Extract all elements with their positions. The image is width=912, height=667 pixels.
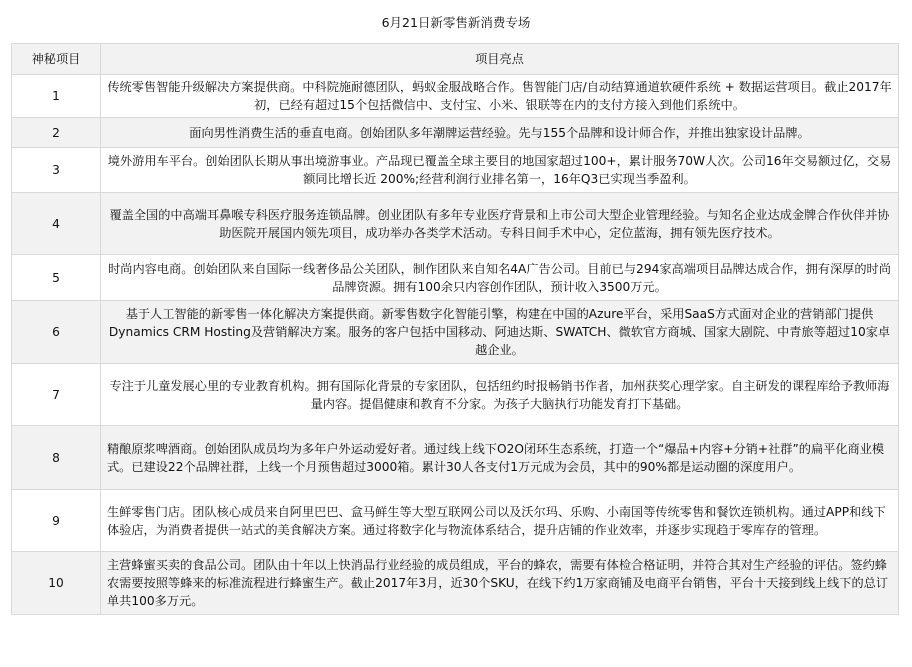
row-description: 专注于儿童发展心里的专业教育机构。拥有国际化背景的专家团队，包括纽约时报畅销书作者，加州获奖心理学家。自主研发的课程库给予教师海量内容。提倡健康和教育不分家。为孩子大脑执行功能发育打下基础。 bbox=[101, 364, 899, 426]
row-description: 主营蜂蜜买卖的食品公司。团队由十年以上快消品行业经验的成员组成，平台的蜂农，需要有体检合格证明，并符合其对生产经验的评估。签约蜂农需要按照等蜂来的标准流程进行蜂蜜生产。截止2017年3月，近30个SKU，在线下约1万家商铺及电商平台销售，平台十天接到线上线下的总订单共100多万元。 bbox=[101, 552, 899, 615]
table-row bbox=[12, 75, 899, 118]
page-title: 6月21日新零售新消费专场 bbox=[381, 15, 531, 30]
row-number: 2 bbox=[12, 118, 101, 148]
row-number: 4 bbox=[12, 193, 101, 255]
table-row bbox=[12, 426, 899, 490]
row-description: 面向男性消费生活的垂直电商。创始团队多年潮牌运营经验。先与155个品牌和设计师合作，并推出独家设计品牌。 bbox=[101, 118, 899, 148]
row-number: 9 bbox=[12, 490, 101, 552]
row-number: 8 bbox=[12, 426, 101, 490]
table-header-row bbox=[12, 44, 899, 75]
row-description: 精酿原浆啤酒商。创始团队成员均为多年户外运动爱好者。通过线上线下O2O闭环生态系统，打造一个“爆品+内容+分销+社群”的扁平化商业模式。已建设22个品牌社群，上线一个月预售超过3000箱。累计30人各支付1万元成为会员，其中的90%都是运动圈的深度用户。 bbox=[101, 426, 899, 490]
table-row bbox=[12, 255, 899, 301]
table-row bbox=[12, 148, 899, 193]
column-header-highlights: 项目亮点 bbox=[101, 44, 899, 75]
table-row bbox=[12, 193, 899, 255]
project-table bbox=[11, 43, 899, 615]
row-number: 5 bbox=[12, 255, 101, 301]
row-description: 基于人工智能的新零售一体化解决方案提供商。新零售数字化智能引擎，构建在中国的Azure平台，采用SaaS方式面对企业的营销部门提供Dynamics CRM Hosting及营销解决方案。服务的客户包括中国移动、阿迪达斯、SWATCH、微软官方商城、国家大剧院、中青旅等超过10家卓越企业。 bbox=[101, 301, 899, 364]
row-number: 6 bbox=[12, 301, 101, 364]
table-row bbox=[12, 364, 899, 426]
row-number: 7 bbox=[12, 364, 101, 426]
row-description: 时尚内容电商。创始团队来自国际一线奢侈品公关团队，制作团队来自知名4A广告公司。目前已与294家高端项目品牌达成合作，拥有深厚的时尚品牌资源。拥有100余只内容创作团队，预计收入3500万元。 bbox=[101, 255, 899, 301]
column-header-project: 神秘项目 bbox=[12, 44, 101, 75]
row-description: 境外游用车平台。创始团队长期从事出境游事业。产品现已覆盖全球主要目的地国家超过100+，累计服务70W人次。公司16年交易额过亿，交易额同比增长近 200%;经营利润行业排名第一，16年Q3已实现当季盈利。 bbox=[101, 148, 899, 193]
row-description: 生鲜零售门店。团队核心成员来自阿里巴巴、盒马鲜生等大型互联网公司以及沃尔玛、乐购、小南国等传统零售和餐饮连锁机构。通过APP和线下体验店，为消费者提供一站式的美食解决方案。通过将数字化与物流体系结合，提升店铺的作业效率，并逐步实现趋于零库存的管理。 bbox=[101, 490, 899, 552]
row-description: 覆盖全国的中高端耳鼻喉专科医疗服务连锁品牌。创业团队有多年专业医疗背景和上市公司大型企业管理经验。与知名企业达成金牌合作伙伴并协助医院开展国内领先项目，成功举办各类学术活动。专科日间手术中心，定位蓝海，拥有领先医疗技术。 bbox=[101, 193, 899, 255]
table-row bbox=[12, 552, 899, 615]
row-number: 10 bbox=[12, 552, 101, 615]
row-number: 1 bbox=[12, 75, 101, 118]
row-description: 传统零售智能升级解决方案提供商。中科院施耐德团队，蚂蚁金服战略合作。售智能门店/自动结算通道软硬件系统 + 数据运营项目。截止2017年初，已经有超过15个包括微信中、支付宝、小米、银联等在内的支付方接入到他们系统中。 bbox=[101, 75, 899, 118]
table-row bbox=[12, 490, 899, 552]
row-number: 3 bbox=[12, 148, 101, 193]
table-row bbox=[12, 118, 899, 148]
table-row bbox=[12, 301, 899, 364]
